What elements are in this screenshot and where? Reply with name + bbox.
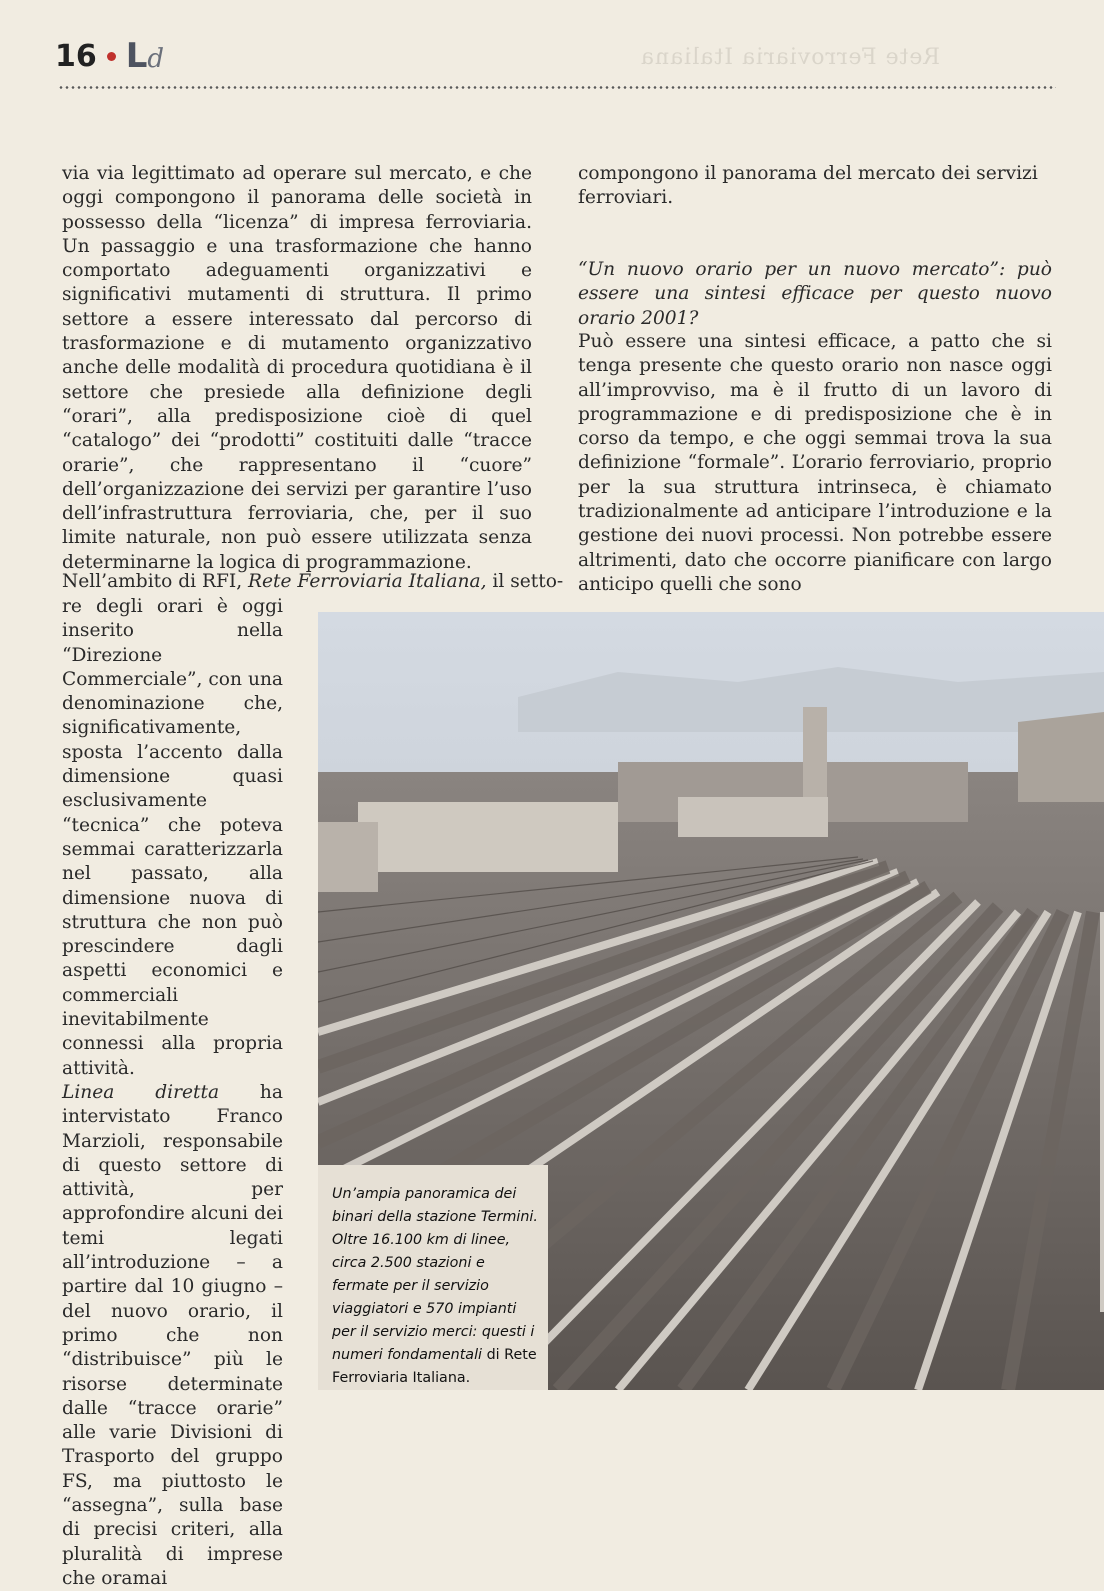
interview-question: “Un nuovo orario per un nuovo mercato”: può essere una sintesi efficace per questo nuovo orario 2001? <box>578 259 1052 329</box>
right-column-top <box>578 162 1052 211</box>
paragraph: via via legittimato ad operare sul mercato, e che oggi compongono il panorama delle società in possesso della “licenza” di impresa ferroviaria. Un passaggio e una trasformazione che hanno comportato adeguamenti organizzativi e significativi mutamenti di struttura. Il primo settore a essere interessato dal percorso di trasformazione e di mutamento organizzativo anche delle modalità di procedura quotidiana è il settore che presiede alla definizione degli “orari”, alla predisposizione cioè di quel “catalogo” dei “prodotti” costituiti dalle “tracce orarie”, che rappresentano il “cuore” dell’organizzazione dei servizi per garantire l’uso dell’infrastruttura ferroviaria, che, per il suo limite naturale, non può essere utilizzata senza determinarne la logica di programmazione. <box>62 163 532 573</box>
paragraph: Può essere una sintesi efficace, a patto che si tenga presente che questo orario non nasce oggi all’improvviso, ma è il frutto di un lavoro di programmazione e di predisposizione che è in corso da tempo, e che oggi semmai trova la sua definizione “formale”. L’orario ferroviario, proprio per la sua struttura intrinseca, è chiamato tradizionalmente ad anticipare l’introduzione e la gestione dei nuovi processi. Non potrebbe essere altrimenti, dato che occorre pianificare con largo anticipo quelli che sono <box>578 331 1052 595</box>
paragraph: Linea diretta ha intervistato Franco Marzioli, responsabile di questo settore di attività, per approfondire alcuni dei temi legati all’introduzione – a partire dal 10 giugno – del nuovo orario, il primo che non “distribuisce” più le risorse determinate dalle “tracce orarie” alle varie Divisioni di Trasporto del gruppo FS, ma piuttosto le “assegna”, sulla base di precisi criteri, alla pluralità di imprese che oramai <box>62 1081 283 1589</box>
left-column-rfi-line: Nell’ambito di RFI, Rete Ferroviaria Italiana, il setto- <box>62 571 564 592</box>
page-header <box>55 36 164 76</box>
bullet-dot-icon <box>107 52 116 61</box>
left-column-top <box>62 162 532 575</box>
show-through-header: Rete Ferroviaria Italiana <box>639 45 940 70</box>
dotted-divider <box>58 86 1056 89</box>
paragraph: compongono il panorama del mercato dei servizi ferroviari. <box>578 163 1038 209</box>
paragraph: re degli orari è oggi inserito nella “Direzione Commerciale”, con una denominazione che, significativamente, sposta l’accento dalla dimensione quasi esclusivamente “tecnica” che poteva semmai caratterizzarla nel passato, alla dimensione nuova di struttura che non può prescindere dagli aspetti economici e commerciali inevitabilmente connessi alla propria attività. <box>62 596 283 1079</box>
photo-caption: Un’ampia panoramica dei binari della stazione Termini. Oltre 16.100 km di linee, circa 2.500 stazioni e fermate per il servizio viaggiatori e 570 impianti per il servizio merci: questi i numeri fondamentali di Rete Ferroviaria Italiana. <box>318 1165 548 1390</box>
right-column-answer <box>578 330 1052 597</box>
left-column-narrow <box>62 595 283 1591</box>
magazine-logo: Ld <box>125 36 165 76</box>
page-number: 16 <box>55 38 97 74</box>
